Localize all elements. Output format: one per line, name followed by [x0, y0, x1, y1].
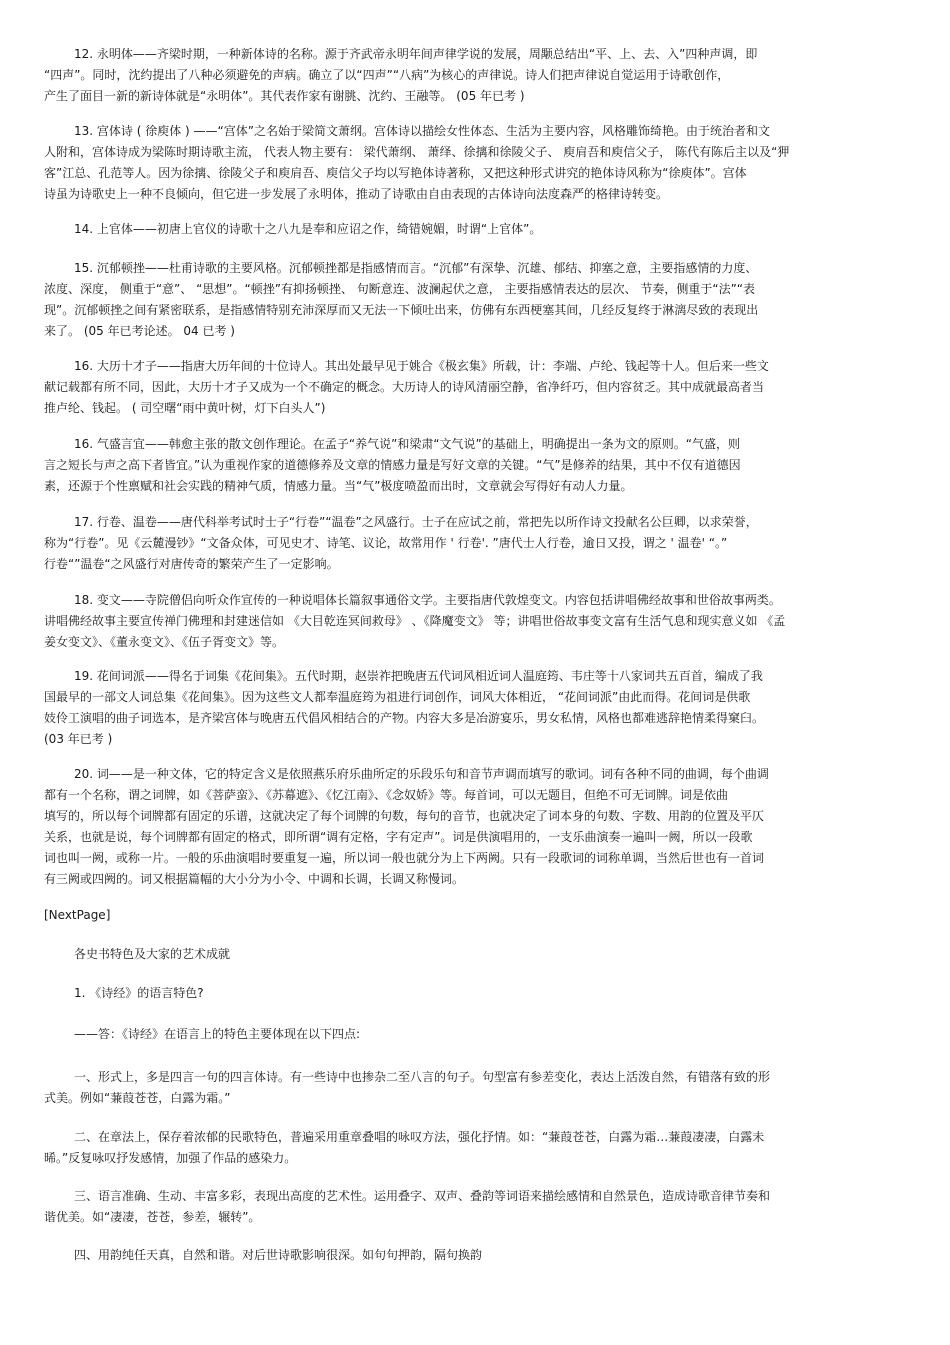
text-line: 20. 词——是一种文体，它的特定含义是依照燕乐府乐曲所定的乐段乐句和音节声调而填写的歌词。词有各种不同的曲调，每个曲调	[74, 767, 769, 781]
text-line: ——答：《诗经》在语言上的特色主要体现在以下四点:	[74, 1027, 361, 1041]
text-line: 谐优美。如“凄凄，苍苍，参差，辗转”。	[44, 1210, 261, 1224]
text-line: 有三阙或四阙的。词又根据篇幅的大小分为小令、中调和长调，长调又称慢词。	[44, 872, 465, 886]
text-line: 称为“行卷”。见《云麓漫钞》“文备众体，可见史才、诗笔、议论，故常用作 ' 行卷'. ”唐代士人行卷，逾日又投，谓之 ' 温卷' “。”	[44, 536, 728, 550]
text-line: 客”江总、孔范等人。因为徐摛、徐陵父子和庾肩吾、庾信父子均以写艳体诗著称，又把这种形式讲究的艳体诗风称为“徐庾体”。宫体	[44, 166, 747, 180]
question-1	[44, 983, 906, 1004]
text-line: 19. 花间词派——得名于词集《花间集》。五代时期，赵崇祚把晚唐五代词风相近词人温庭筠、韦庄等十八家词共五百首，编成了我	[74, 669, 763, 683]
text-line: 各史书特色及大家的艺术成就	[74, 947, 231, 961]
text-line: 式美。例如“蒹葭苍苍，白露为霜。”	[44, 1091, 231, 1105]
text-line: 一、形式上，多是四言一句的四言体诗。有一些诗中也掺杂二至八言的句子。句型富有参差变化，表达上活泼自然，有错落有致的形	[74, 1070, 771, 1084]
answer-point-4	[44, 1245, 906, 1266]
text-line: 晞。”反复咏叹抒发感情，加强了作品的感染力。	[44, 1151, 297, 1165]
text-line: 浓度、深度， 侧重于“意”、 “思想”。“顿挫”有抑扬顿挫、 句断意连、波澜起伏之意， 主要指感情表达的层次、 节奏，侧重于“法”“表	[44, 282, 756, 296]
text-line: 15. 沉郁顿挫——杜甫诗歌的主要风格。沉郁顿挫都是指感情而言。“沉郁”有深挚、沉雄、郁结、抑塞之意，主要指感情的力度、	[74, 261, 758, 275]
text-line: “四声”。同时，沈约提出了八种必须避免的声病。确立了以“四声”“八病”为核心的声律说。诗人们把声律说自觉运用于诗歌创作，	[44, 68, 730, 82]
text-line: 填写的，所以每个词牌都有固定的乐谱，这就决定了每个词牌的句数，每句的音节，也就决定了词本身的句数、字数、用韵的位置及平仄	[44, 809, 765, 823]
paragraph-16-dali-ten-talents	[44, 356, 906, 419]
text-line: 1. 《诗经》的语言特色?	[74, 986, 204, 1000]
text-line: 产生了面目一新的新诗体就是“永明体”。其代表作家有谢朓、沈约、王融等。 (05 年已考 )	[44, 89, 525, 103]
text-line: 素，还源于个性禀赋和社会实践的精神气质，情感力量。当“气”极度喷盈而出时，文章就会写得好有动人力量。	[44, 479, 633, 493]
paragraph-20-ci	[44, 764, 906, 890]
answer-point-2	[44, 1127, 906, 1169]
text-line: 16. 气盛言宜——韩愈主张的散文创作理论。在孟子“养气说”和梁肃“文气说”的基础上，明确提出一条为文的原则。“气盛，则	[74, 437, 740, 451]
text-line: 17. 行卷、温卷——唐代科举考试时士子“行卷”“温卷”之风盛行。士子在应试之前，常把先以所作诗文投献名公巨卿，以求荣誉，	[74, 515, 758, 529]
text-line: 姜女变文》、《董永变文》、《伍子胥变文》等。	[44, 635, 285, 649]
text-line: 12. 永明体——齐梁时期，一种新体诗的名称。源于齐武帝永明年间声律学说的发展，周颙总结出“平、上、去、入”四种声调，即	[74, 47, 758, 61]
answer-point-1	[44, 1067, 906, 1109]
text-line: 推卢纶、钱起。 ( 司空曙“雨中黄叶树，灯下白头人”)	[44, 401, 326, 415]
paragraph-15-chenyu-dunchuo	[44, 258, 906, 342]
text-line: 四、用韵纯任天真，自然和谐。对后世诗歌影响很深。如句句押韵，隔句换韵	[74, 1248, 483, 1262]
text-line: 三、语言准确、生动、丰富多彩，表现出高度的艺术性。运用叠字、双声、叠韵等词语来描绘感情和自然景色，造成诗歌音律节奏和	[74, 1189, 771, 1203]
text-line: 诗虽为诗歌史上一种不良倾向，但它进一步发展了永明体，推动了诗歌由自由表现的古体诗向法度森严的格律诗转变。	[44, 187, 669, 201]
text-line: 现”。沉郁顿挫之间有紧密联系，是指感情特别充沛深厚而又无法一下倾吐出来，仿佛有东西梗塞其间，几经反复终于淋漓尽致的表现出	[44, 303, 759, 317]
text-line: [NextPage]	[44, 908, 111, 922]
text-line: 来了。 (05 年已考论述。 04 已考 )	[44, 324, 235, 338]
text-line: 都有一个名称，谓之词牌，如《菩萨蛮》、《苏幕遮》、《忆江南》、《念奴娇》等。每首词，可以无题目，但绝不可无词牌。词是依曲	[44, 788, 729, 802]
paragraph-13-palace-style-poetry	[44, 121, 906, 205]
text-line: 言之短长与声之高下者皆宜。”认为重视作家的道德修养及文章的情感力量是写好文章的关键。“气”是修养的结果，其中不仅有道德因	[44, 458, 741, 472]
paragraph-18-bianwen	[44, 590, 906, 653]
paragraph-16-qisheng-yanyi	[44, 434, 906, 497]
text-line: 行卷“”温卷“之风盛行对唐传奇的繁荣产生了一定影响。	[44, 557, 339, 571]
text-line: 讲唱佛经故事主要宣传禅门佛理和封建迷信如 《大目乾连冥间救母》 、《降魔变文》 等；讲唱世俗故事变文富有生活气息和现实意义如 《孟	[44, 614, 786, 628]
text-line: 关系，也就是说，每个词牌都有固定的格式，即所谓“调有定格，字有定声”。词是供演唱用的，一支乐曲演奏一遍叫一阙，所以一段歌	[44, 830, 753, 844]
section-heading	[44, 944, 906, 965]
text-line: 人附和，宫体诗成为梁陈时期诗歌主流， 代表人物主要有： 梁代萧纲、 萧绎、徐摛和徐陵父子、 庾肩吾和庾信父子， 陈代有陈后主以及“狎	[44, 145, 790, 159]
text-line: 13. 宫体诗 ( 徐庾体 ) ——“宫体”之名始于梁简文萧纲。宫体诗以描绘女性体态、生活为主要内容，风格雕饰绮艳。由于统治者和文	[74, 124, 770, 138]
answer-point-3	[44, 1186, 906, 1228]
text-line: 14. 上官体——初唐上官仪的诗歌十之八九是奉和应诏之作，绮错婉媚，时谓“上官体”。	[74, 222, 542, 236]
text-line: 18. 变文——寺院僧侣向听众作宣传的一种说唱体长篇叙事通俗文学。主要指唐代敦煌变文。内容包括讲唱佛经故事和世俗故事两类。	[74, 593, 781, 607]
text-line: 词也叫一阙，或称一片。一般的乐曲演唱时要重复一遍，所以词一般也就分为上下两阙。只有一段歌词的词称单调，当然后世也有一首词	[44, 851, 765, 865]
text-line: (03 年已考 )	[44, 732, 113, 746]
paragraph-17-xingjuan-wenjuan	[44, 512, 906, 575]
text-line: 16. 大历十才子——指唐大历年间的十位诗人。其出处最早见于姚合《极玄集》所载，计：李端、卢纶、钱起等十人。但后来一些文	[74, 359, 769, 373]
text-line: 二、在章法上，保存着浓郁的民歌特色，普遍采用重章叠唱的咏叹方法，强化抒情。如：“蒹葭苍苍，白露为霜…蒹葭凄凄，白露未	[74, 1130, 765, 1144]
text-line: 国最早的一部文人词总集《花间集》。因为这些文人都奉温庭筠为祖进行词创作，词风大体相近， “花间词派”由此而得。花间词是供歌	[44, 690, 751, 704]
answer-intro	[44, 1024, 906, 1045]
next-page-marker	[44, 905, 906, 926]
text-line: 妓伶工演唱的曲子词选本，是齐梁宫体与晚唐五代倡风相结合的产物。内容大多是冶游宴乐，男女私情，风格也都难逃辞艳情柔得窠臼。	[44, 711, 765, 725]
paragraph-12-yongming-style	[44, 44, 906, 107]
paragraph-14-shangguan-style	[44, 219, 906, 240]
paragraph-19-huajian-school	[44, 666, 906, 750]
text-line: 献记载都有所不同，因此，大历十才子又成为一个不确定的概念。大历诗人的诗风清丽空静，省净纤巧，但内容贫乏。其中成就最高者当	[44, 380, 765, 394]
